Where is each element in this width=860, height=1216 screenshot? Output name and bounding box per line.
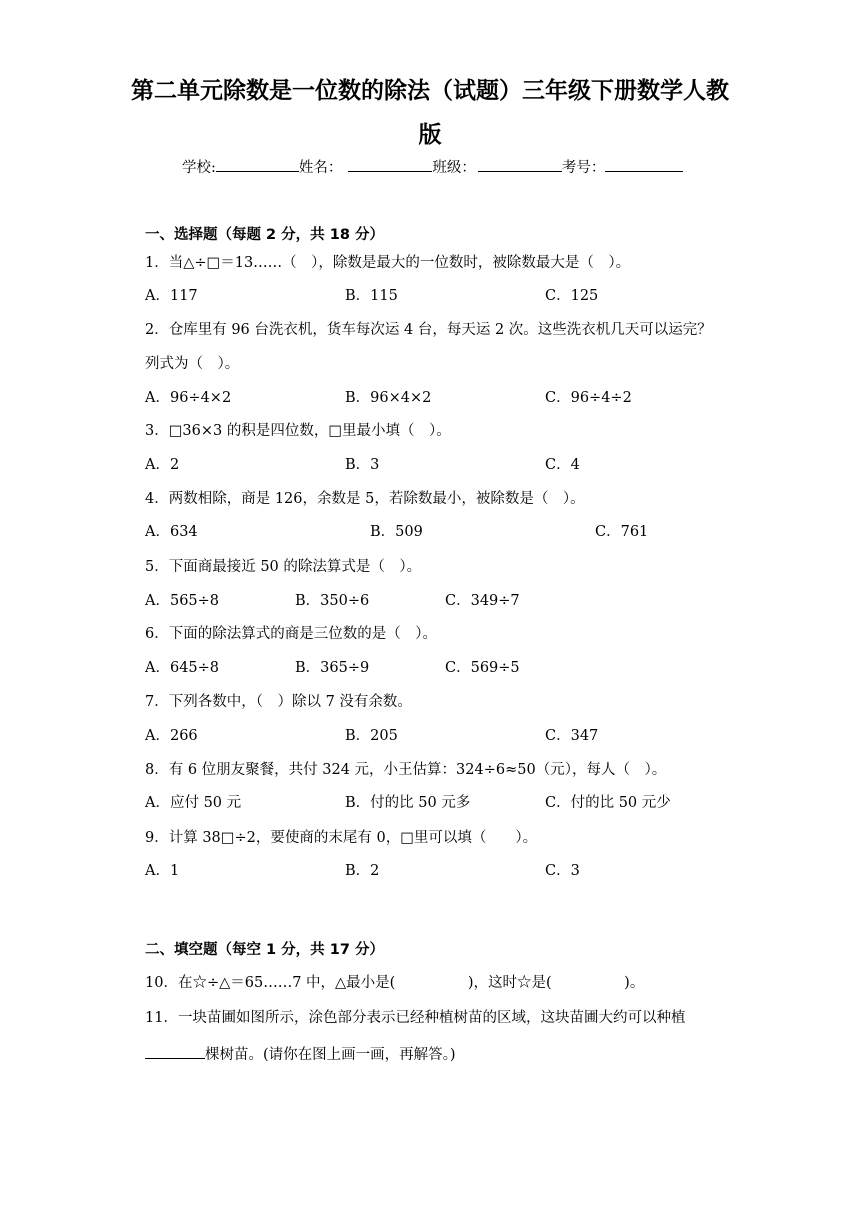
answer-blank [145, 1042, 205, 1059]
question-9: 9．计算 38□÷2，要使商的末尾有 0，□里可以填（ ）。 [145, 830, 538, 846]
page-title: 第二单元除数是一位数的除法（试题）三年级下册数学人教 [131, 78, 729, 104]
class-blank [478, 157, 562, 172]
q6-option-a: A．645÷8 [145, 660, 220, 676]
section-heading-fill: 二、填空题（每空 1 分，共 17 分） [145, 942, 384, 958]
exam-no-blank [605, 157, 683, 172]
question-5: 5．下面商最接近 50 的除法算式是（ ）。 [145, 559, 422, 575]
q9-option-a: A．1 [145, 863, 180, 879]
q6-option-c: C．569÷5 [445, 660, 520, 676]
class-label: 班级： [432, 160, 476, 176]
question-3: 3．□36×3 的积是四位数，□里最小填（ ）。 [145, 423, 451, 439]
q8-option-a: A．应付 50 元 [145, 795, 242, 811]
q7-option-a: A．266 [145, 728, 198, 744]
question-4: 4．两数相除，商是 126，余数是 5，若除数最小，被除数是（ ）。 [145, 491, 585, 507]
q8-option-b: B．付的比 50 元多 [345, 795, 471, 811]
question-1: 1．当△÷□＝13……（ ），除数是最大的一位数时，被除数最大是（ ）。 [145, 255, 631, 271]
question-10: 10．在☆÷△＝65……7 中，△最小是( )，这时☆是( )。 [145, 975, 645, 991]
q4-option-c: C．761 [595, 524, 649, 540]
q3-option-a: A．2 [145, 457, 180, 473]
question-2: 2．仓库里有 96 台洗衣机，货车每次运 4 台，每天运 2 次。这些洗衣机几天可以运完？ [145, 322, 712, 338]
q1-option-b: B．115 [345, 288, 398, 304]
q9-option-c: C．3 [545, 863, 580, 879]
question-11-continued-text: 棵树苗。(请你在图上画一画，再解答。) [205, 1047, 456, 1063]
student-info-row [182, 156, 683, 177]
name-blank [348, 157, 432, 172]
q2-option-a: A．96÷4×2 [145, 390, 232, 406]
q8-option-c: C．付的比 50 元少 [545, 795, 671, 811]
school-blank [216, 157, 299, 172]
exam-no-label: 考号： [561, 160, 606, 176]
question-11-continued [145, 1042, 456, 1065]
question-6: 6．下面的除法算式的商是三位数的是（ ）。 [145, 626, 437, 642]
q4-option-a: A．634 [145, 524, 198, 540]
q3-option-b: B．3 [345, 457, 380, 473]
school-label: 学校: [182, 160, 216, 176]
question-8: 8．有 6 位朋友聚餐，共付 324 元，小王估算：324÷6≈50（元），每人（ ）。 [145, 762, 667, 778]
question-7: 7．下列各数中，（ ）除以 7 没有余数。 [145, 694, 412, 710]
q1-option-c: C．125 [545, 288, 599, 304]
q1-option-a: A．117 [145, 288, 198, 304]
q7-option-c: C．347 [545, 728, 599, 744]
q5-option-b: B．350÷6 [295, 593, 370, 609]
q5-option-a: A．565÷8 [145, 593, 220, 609]
q5-option-c: C．349÷7 [445, 593, 520, 609]
q3-option-c: C．4 [545, 457, 580, 473]
q2-option-b: B．96×4×2 [345, 390, 432, 406]
name-label: 姓名： [298, 160, 343, 176]
q9-option-b: B．2 [345, 863, 380, 879]
question-2-continued: 列式为（ ）。 [145, 356, 240, 372]
question-11: 11．一块苗圃如图所示，涂色部分表示已经种植树苗的区域，这块苗圃大约可以种植 [145, 1010, 686, 1026]
q4-option-b: B．509 [370, 524, 423, 540]
section-heading-choice: 一、选择题（每题 2 分，共 18 分） [145, 227, 384, 243]
q2-option-c: C．96÷4÷2 [545, 390, 632, 406]
q7-option-b: B．205 [345, 728, 398, 744]
q6-option-b: B．365÷9 [295, 660, 370, 676]
page-title-continued: 版 [418, 122, 442, 148]
